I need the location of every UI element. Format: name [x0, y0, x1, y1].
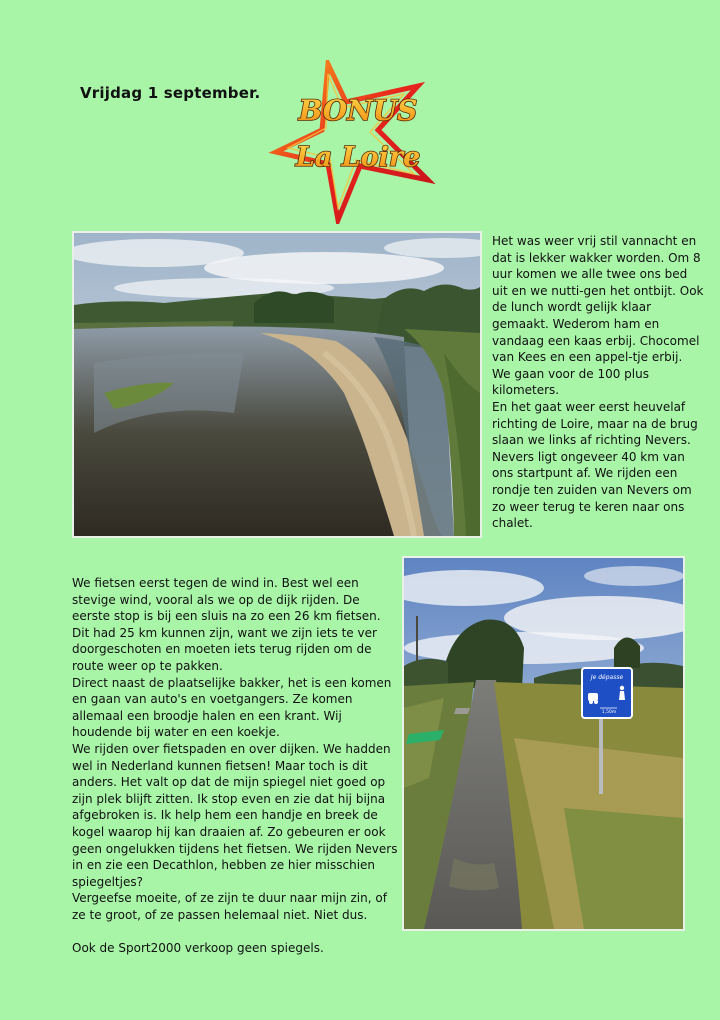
bottom-paragraph-2: Direct naast de plaatselijke bakker, het is een komen en gaan van auto's en voetgangers. Ze komen allemaal een broodje halen en een krant. Wij houdende bij water en een koekje. [72, 675, 392, 740]
bonus-la-loire-logo [268, 60, 444, 224]
bottom-text-block [72, 575, 398, 957]
day-title: Vrijdag 1 september. [80, 84, 261, 102]
cycle-road-photo [402, 556, 685, 931]
top-paragraph-1: Het was weer vrij stil vannacht en dat is lekker wakker worden. Om 8 uur komen we alle twee ons bed uit en we nutti-gen het ontbijt. Ook de lunch wordt gelijk klaar gemaakt. Wederom ham en vandaag een kaas erbij. Chocomel van Kees en een appel-tje erbij. We gaan voor de 100 plus kilometers. [492, 234, 704, 398]
top-text-block [492, 233, 704, 532]
bottom-closing-line: Ook de Sport2000 verkoop geen spiegels. [72, 941, 324, 956]
top-paragraph-3: Nevers ligt ongeveer 40 km van ons startpunt af. We rijden een rondje ten zuiden van Nevers om zo weer terug te keren naar ons chalet. [492, 449, 692, 531]
bottom-paragraph-1: We fietsen eerst tegen de wind in. Best wel een stevige wind, vooral als we op de dijk rijden. De eerste stop is bij een sluis na zo een 26 km fietsen. Dit had 25 km kunnen zijn, want we zijn iets te ver doorgeschoten en moeten iets terug rijden om de route weer op te pakken. [72, 576, 381, 673]
logo-line-bonus: BONUS [298, 94, 418, 127]
loire-river-photo [72, 231, 482, 538]
sign-distance: 1,50m [601, 710, 617, 715]
top-paragraph-2: En het gaat weer eerst heuvelaf richting de Loire, maar na de brug slaan we links af richting Nevers. [492, 399, 698, 448]
logo-line-la-loire: La Loire [295, 142, 421, 173]
sign-text: Je dépasse [590, 674, 624, 681]
bottom-paragraph-4: Vergeefse moeite, of ze zijn te duur naar mijn zin, of ze te groot, of ze passen helemaal niet. Niet dus. [72, 891, 387, 922]
bottom-paragraph-3: We rijden over fietspaden en over dijken. We hadden wel in Nederland kunnen fietsen! Maar toch is dit anders. Het valt op dat de mijn spiegel niet goed op zijn plek blijft zitten. Ik stop even en zie dat hij bijna afgebroken is. Ik help hem een handje en breek de kogel waarop hij kan draaien af. Zo gebeuren er ook geen ongelukken tijdens het fietsen. We rijden Nevers in en zie een Decathlon, hebben ze hier misschien spiegeltjes? [72, 741, 398, 889]
